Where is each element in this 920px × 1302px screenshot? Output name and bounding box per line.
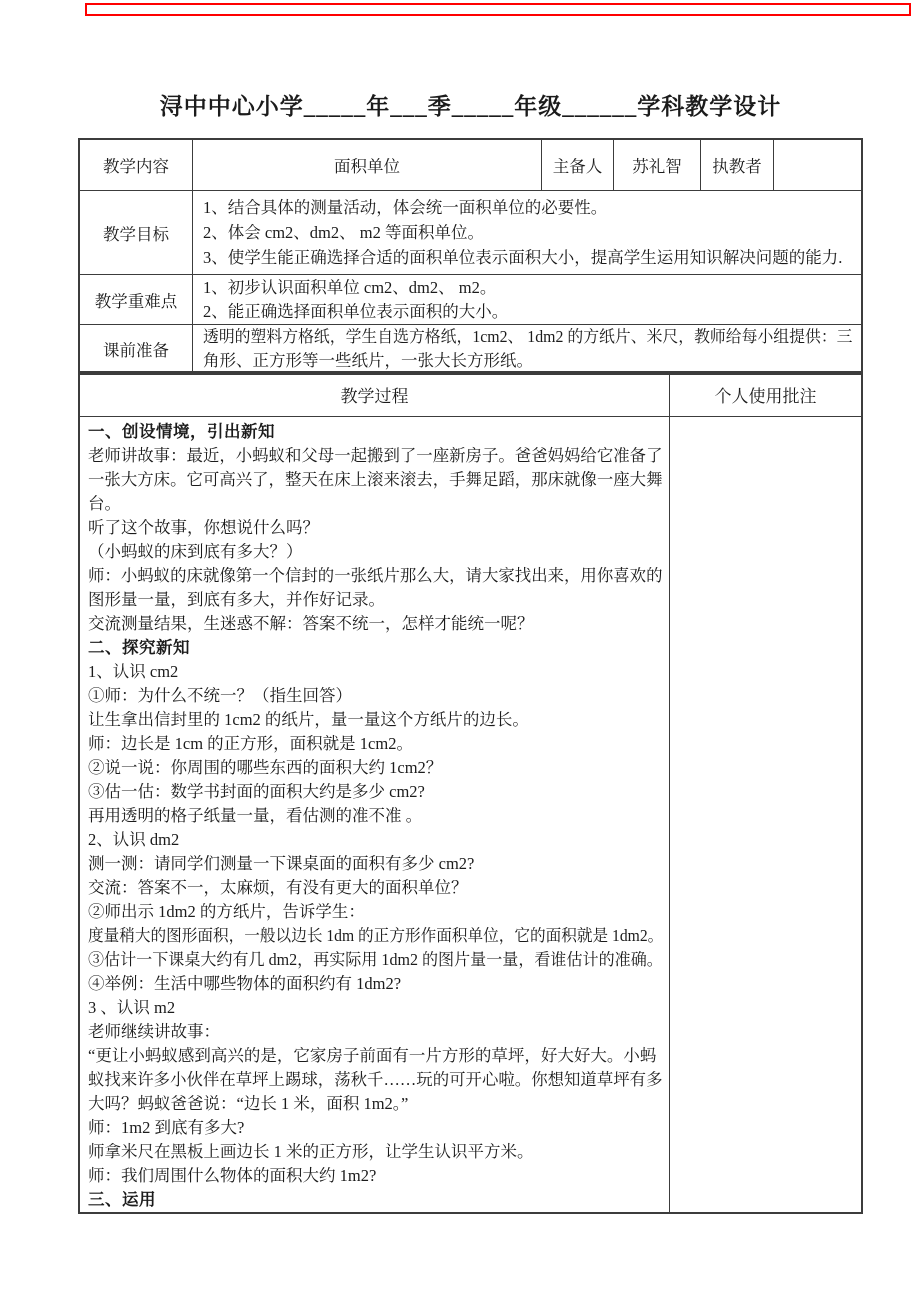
section-heading-line: 二、探究新知 bbox=[88, 638, 190, 657]
process-header-row bbox=[80, 373, 861, 416]
text-line: 2、体会 cm2、dm2、 m2 等面积单位。 bbox=[203, 223, 484, 242]
text-line: ③估一估：数学书封面的面积大约是多少 cm2? bbox=[88, 782, 425, 801]
text-line: 一张大方床。它可高兴了，整天在床上滚来滚去，手舞足蹈，那床就像一座大舞 bbox=[88, 470, 663, 489]
preparation-row bbox=[80, 324, 861, 373]
section-heading-line: 一、创设情境，引出新知 bbox=[88, 422, 275, 441]
text-line: 师：小蚂蚁的床就像第一个信封的一张纸片那么大，请大家找出来，用你喜欢的 bbox=[88, 566, 663, 585]
info-header-row bbox=[80, 140, 861, 190]
key-points-content bbox=[192, 275, 861, 324]
text-line: 角形、正方形等一些纸片，一张大长方形纸。 bbox=[203, 351, 533, 370]
text-line: 老师讲故事：最近，小蚂蚁和父母一起搬到了一座新房子。爸爸妈妈给它准备了 bbox=[88, 446, 663, 465]
text-line: 师：1m2 到底有多大? bbox=[88, 1118, 245, 1137]
text-line: 师：我们周围什么物体的面积大约 1m2? bbox=[88, 1166, 377, 1185]
text-line: “更让小蚂蚁感到高兴的是，它家房子前面有一片方形的草坪，好大好大。小蚂 bbox=[88, 1046, 657, 1065]
teaching-content-label: 教学内容 bbox=[103, 157, 169, 176]
text-line: 交流测量结果，生迷惑不解：答案不统一，怎样才能统一呢？ bbox=[88, 614, 534, 633]
text-line: ②师出示 1dm2 的方纸片，告诉学生： bbox=[88, 902, 365, 921]
text-line: 蚁找来许多小伙伴在草坪上踢球，荡秋千……玩的可开心啦。你想知道草坪有多 bbox=[88, 1070, 663, 1089]
text-line: 测一测：请同学们测量一下课桌面的面积有多少 cm2? bbox=[88, 854, 475, 873]
text-line: 1、认识 cm2 bbox=[88, 662, 179, 681]
lead-preparer-label: 主备人 bbox=[541, 140, 613, 190]
text-line: 再用透明的格子纸量一量，看估测的准不准 。 bbox=[88, 806, 423, 825]
text-line: ③估计一下课桌大约有几 dm2，再实际用 1dm2 的图片量一量，看谁估计的准确。 bbox=[88, 950, 663, 969]
text-line: 1、初步认识面积单位 cm2、dm2、 m2。 bbox=[203, 278, 497, 297]
lead-preparer-value: 苏礼智 bbox=[613, 140, 700, 190]
annotation-column bbox=[669, 417, 861, 1212]
text-line: 师拿米尺在黑板上画边长 1 米的正方形，让学生认识平方米。 bbox=[88, 1142, 534, 1161]
text-line: 交流：答案不一，太麻烦，有没有更大的面积单位？ bbox=[88, 878, 468, 897]
text-line: 2、认识 dm2 bbox=[88, 830, 180, 849]
key-points-label: 教学重难点 bbox=[94, 291, 178, 311]
info-table bbox=[78, 138, 863, 375]
process-content bbox=[80, 417, 669, 1212]
text-line: 老师继续讲故事： bbox=[88, 1022, 220, 1041]
text-line: 图形量一量，到底有多大，并作好记录。 bbox=[88, 590, 385, 609]
process-body-row bbox=[80, 416, 861, 1212]
text-line: ②说一说：你周围的哪些东西的面积大约 1cm2？ bbox=[88, 758, 443, 777]
text-line: 度量稍大的图形面积，一般以边长 1dm 的正方形作面积单位，它的面积就是 1dm2。 bbox=[88, 926, 664, 945]
text-line: 3 、认识 m2 bbox=[88, 998, 176, 1017]
text-line: 3、使学生能正确选择合适的面积单位表示面积大小，提高学生运用知识解决问题的能力. bbox=[203, 248, 843, 267]
annotation-header: 个人使用批注 bbox=[669, 373, 861, 416]
text-line: 1、结合具体的测量活动，体会统一面积单位的必要性。 bbox=[203, 198, 608, 217]
page-title: 浔中中心小学_____年___季_____年级______学科教学设计 bbox=[159, 94, 782, 119]
key-points-row bbox=[80, 274, 861, 324]
text-line: 听了这个故事，你想说什么吗？ bbox=[88, 518, 319, 537]
executing-teacher-label: 执教者 bbox=[700, 140, 773, 190]
text-line: 2、能正确选择面积单位表示面积的大小。 bbox=[203, 302, 509, 321]
teaching-goal-row bbox=[80, 190, 861, 274]
teaching-goal-content bbox=[192, 191, 861, 274]
text-line: 让生拿出信封里的 1cm2 的纸片，量一量这个方纸片的边长。 bbox=[88, 710, 529, 729]
text-line: （小蚂蚁的床到底有多大？） bbox=[88, 542, 303, 561]
text-line: ④举例：生活中哪些物体的面积约有 1dm2? bbox=[88, 974, 402, 993]
text-line: 台。 bbox=[88, 494, 121, 513]
executing-teacher-value bbox=[773, 140, 861, 190]
text-line: ①师：为什么不统一？（指生回答） bbox=[88, 686, 352, 705]
section-heading-line: 三、运用 bbox=[88, 1190, 156, 1209]
teaching-content-value: 面积单位 bbox=[192, 140, 541, 190]
text-line: 大吗？蚂蚁爸爸说：“边长 1 米，面积 1m2。” bbox=[88, 1094, 409, 1113]
text-line: 透明的塑料方格纸，学生自选方格纸，1cm2、 1dm2 的方纸片、米尺，教师给每小组提供：三 bbox=[203, 327, 853, 346]
process-header: 教学过程 bbox=[340, 387, 409, 406]
preparation-content bbox=[192, 325, 861, 373]
preparation-label: 课前准备 bbox=[103, 341, 169, 360]
red-annotation-box bbox=[85, 3, 911, 16]
process-table bbox=[78, 371, 863, 1214]
teaching-goal-label: 教学目标 bbox=[103, 224, 169, 244]
text-line: 师：边长是 1cm 的正方形，面积就是 1cm2。 bbox=[88, 734, 413, 753]
